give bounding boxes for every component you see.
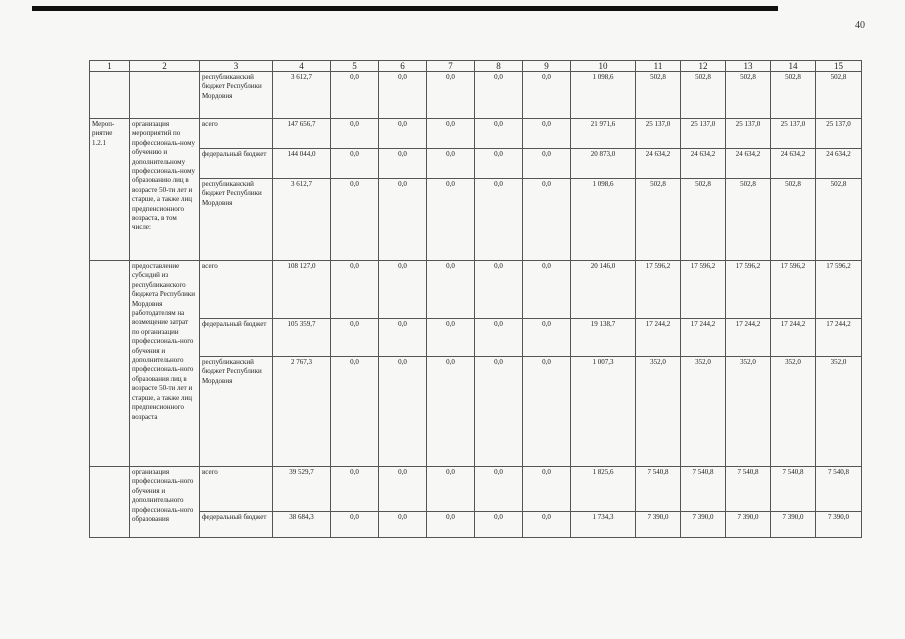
value-cell: 17 244,2 [816, 319, 862, 357]
value-cell: 0,0 [523, 319, 571, 357]
value-cell: 502,8 [681, 72, 726, 119]
table-row [90, 357, 862, 467]
value-cell: 17 596,2 [726, 261, 771, 319]
column-header: 9 [523, 61, 571, 72]
value-cell: 352,0 [726, 357, 771, 467]
funding-source: всего [200, 261, 273, 319]
value-cell: 1 734,3 [571, 512, 636, 538]
column-header: 6 [379, 61, 427, 72]
value-cell: 17 244,2 [726, 319, 771, 357]
value-cell: 502,8 [816, 72, 862, 119]
value-cell: 0,0 [475, 357, 523, 467]
value-cell: 17 596,2 [681, 261, 726, 319]
value-cell: 144 044,0 [273, 149, 331, 179]
value-cell: 24 634,2 [771, 149, 816, 179]
value-cell: 0,0 [427, 357, 475, 467]
value-cell: 0,0 [331, 72, 379, 119]
value-cell: 0,0 [523, 149, 571, 179]
value-cell: 0,0 [331, 119, 379, 149]
value-cell: 502,8 [681, 179, 726, 261]
column-header: 14 [771, 61, 816, 72]
value-cell: 502,8 [726, 72, 771, 119]
value-cell: 0,0 [523, 119, 571, 149]
measure-description: организация мероприятий по профессиональ-ному обучению и дополнительному профессиональ-ному образованию лиц в возрасте 50-ти лет и старше, а также лиц предпенсионного возраста, в том числе: [130, 119, 200, 261]
table-row [90, 149, 862, 179]
page-number: 40 [855, 20, 865, 31]
value-cell: 25 137,0 [636, 119, 681, 149]
value-cell: 0,0 [331, 179, 379, 261]
value-cell: 108 127,0 [273, 261, 331, 319]
value-cell: 24 634,2 [816, 149, 862, 179]
value-cell: 0,0 [379, 319, 427, 357]
funding-source: федеральный бюджет [200, 512, 273, 538]
value-cell: 7 540,8 [771, 467, 816, 512]
table-header-row [90, 61, 862, 72]
value-cell: 502,8 [636, 72, 681, 119]
value-cell: 147 656,7 [273, 119, 331, 149]
value-cell: 0,0 [475, 467, 523, 512]
value-cell: 0,0 [379, 512, 427, 538]
value-cell: 7 540,8 [681, 467, 726, 512]
value-cell: 0,0 [331, 512, 379, 538]
value-cell: 24 634,2 [726, 149, 771, 179]
value-cell: 7 540,8 [636, 467, 681, 512]
table-row [90, 72, 862, 119]
column-header: 3 [200, 61, 273, 72]
budget-table [89, 60, 862, 538]
empty-cell [130, 72, 200, 119]
value-cell: 7 390,0 [681, 512, 726, 538]
value-cell: 0,0 [475, 261, 523, 319]
value-cell: 1 007,3 [571, 357, 636, 467]
value-cell: 38 684,3 [273, 512, 331, 538]
value-cell: 0,0 [427, 319, 475, 357]
value-cell: 0,0 [475, 119, 523, 149]
value-cell: 25 137,0 [726, 119, 771, 149]
value-cell: 1 098,6 [571, 72, 636, 119]
measure-description: предоставление субсидий из республиканского бюджета Республики Мордовия работодателям на возмещение затрат по организации профессиональ-ного обучения и дополнительного профессиональ-ного образования лиц в возрасте 50-ти лет и старше, а также лиц предпенсионного возраста [130, 261, 200, 467]
value-cell: 0,0 [379, 119, 427, 149]
value-cell: 0,0 [475, 149, 523, 179]
value-cell: 17 244,2 [636, 319, 681, 357]
value-cell: 0,0 [427, 261, 475, 319]
value-cell: 502,8 [771, 72, 816, 119]
value-cell: 0,0 [331, 319, 379, 357]
value-cell: 17 596,2 [636, 261, 681, 319]
value-cell: 0,0 [523, 357, 571, 467]
value-cell: 7 390,0 [771, 512, 816, 538]
value-cell: 502,8 [771, 179, 816, 261]
value-cell: 352,0 [681, 357, 726, 467]
empty-cell [90, 261, 130, 467]
value-cell: 19 138,7 [571, 319, 636, 357]
measure-description: организация профессиональ-ного обучения и дополнительного профессиональ-ного образования [130, 467, 200, 538]
column-header: 8 [475, 61, 523, 72]
value-cell: 0,0 [331, 149, 379, 179]
value-cell: 7 390,0 [816, 512, 862, 538]
column-header: 12 [681, 61, 726, 72]
value-cell: 0,0 [379, 261, 427, 319]
value-cell: 0,0 [523, 72, 571, 119]
value-cell: 0,0 [523, 179, 571, 261]
column-header: 5 [331, 61, 379, 72]
value-cell: 0,0 [379, 467, 427, 512]
funding-source: республиканский бюджет Республики Мордовия [200, 72, 273, 119]
table-row [90, 319, 862, 357]
value-cell: 25 137,0 [816, 119, 862, 149]
value-cell: 0,0 [379, 149, 427, 179]
column-header: 7 [427, 61, 475, 72]
scan-top-edge [32, 6, 778, 11]
column-header: 2 [130, 61, 200, 72]
value-cell: 0,0 [427, 119, 475, 149]
value-cell: 0,0 [523, 261, 571, 319]
funding-source: республиканский бюджет Республики Мордовия [200, 357, 273, 467]
value-cell: 3 612,7 [273, 179, 331, 261]
funding-source: федеральный бюджет [200, 149, 273, 179]
measure-name: Мероп-риятие 1.2.1 [90, 119, 130, 261]
column-header: 13 [726, 61, 771, 72]
value-cell: 21 971,6 [571, 119, 636, 149]
value-cell: 20 146,0 [571, 261, 636, 319]
value-cell: 7 390,0 [726, 512, 771, 538]
value-cell: 2 767,3 [273, 357, 331, 467]
value-cell: 17 244,2 [771, 319, 816, 357]
value-cell: 502,8 [816, 179, 862, 261]
value-cell: 17 596,2 [816, 261, 862, 319]
funding-source: республиканский бюджет Республики Мордовия [200, 179, 273, 261]
empty-cell [90, 72, 130, 119]
value-cell: 0,0 [475, 512, 523, 538]
table-row [90, 119, 862, 149]
value-cell: 0,0 [427, 467, 475, 512]
funding-source: федеральный бюджет [200, 319, 273, 357]
value-cell: 352,0 [816, 357, 862, 467]
value-cell: 0,0 [475, 179, 523, 261]
column-header: 4 [273, 61, 331, 72]
value-cell: 20 873,0 [571, 149, 636, 179]
funding-source: всего [200, 119, 273, 149]
value-cell: 352,0 [636, 357, 681, 467]
value-cell: 39 529,7 [273, 467, 331, 512]
value-cell: 17 596,2 [771, 261, 816, 319]
value-cell: 0,0 [523, 467, 571, 512]
value-cell: 105 359,7 [273, 319, 331, 357]
value-cell: 7 540,8 [726, 467, 771, 512]
value-cell: 0,0 [427, 149, 475, 179]
value-cell: 0,0 [379, 72, 427, 119]
value-cell: 25 137,0 [681, 119, 726, 149]
table-row [90, 179, 862, 261]
value-cell: 7 540,8 [816, 467, 862, 512]
value-cell: 3 612,7 [273, 72, 331, 119]
funding-source: всего [200, 467, 273, 512]
value-cell: 7 390,0 [636, 512, 681, 538]
column-header: 11 [636, 61, 681, 72]
value-cell: 0,0 [331, 357, 379, 467]
value-cell: 0,0 [379, 357, 427, 467]
table-row [90, 467, 862, 512]
value-cell: 0,0 [523, 512, 571, 538]
column-header: 15 [816, 61, 862, 72]
value-cell: 0,0 [427, 512, 475, 538]
column-header: 1 [90, 61, 130, 72]
value-cell: 352,0 [771, 357, 816, 467]
value-cell: 24 634,2 [681, 149, 726, 179]
value-cell: 502,8 [726, 179, 771, 261]
value-cell: 0,0 [331, 467, 379, 512]
value-cell: 502,8 [636, 179, 681, 261]
value-cell: 0,0 [427, 72, 475, 119]
table-row [90, 261, 862, 319]
value-cell: 25 137,0 [771, 119, 816, 149]
value-cell: 0,0 [475, 72, 523, 119]
value-cell: 0,0 [379, 179, 427, 261]
value-cell: 0,0 [331, 261, 379, 319]
empty-cell [90, 467, 130, 538]
value-cell: 0,0 [427, 179, 475, 261]
column-header: 10 [571, 61, 636, 72]
value-cell: 24 634,2 [636, 149, 681, 179]
table-row [90, 512, 862, 538]
value-cell: 1 825,6 [571, 467, 636, 512]
value-cell: 0,0 [475, 319, 523, 357]
value-cell: 1 098,6 [571, 179, 636, 261]
value-cell: 17 244,2 [681, 319, 726, 357]
